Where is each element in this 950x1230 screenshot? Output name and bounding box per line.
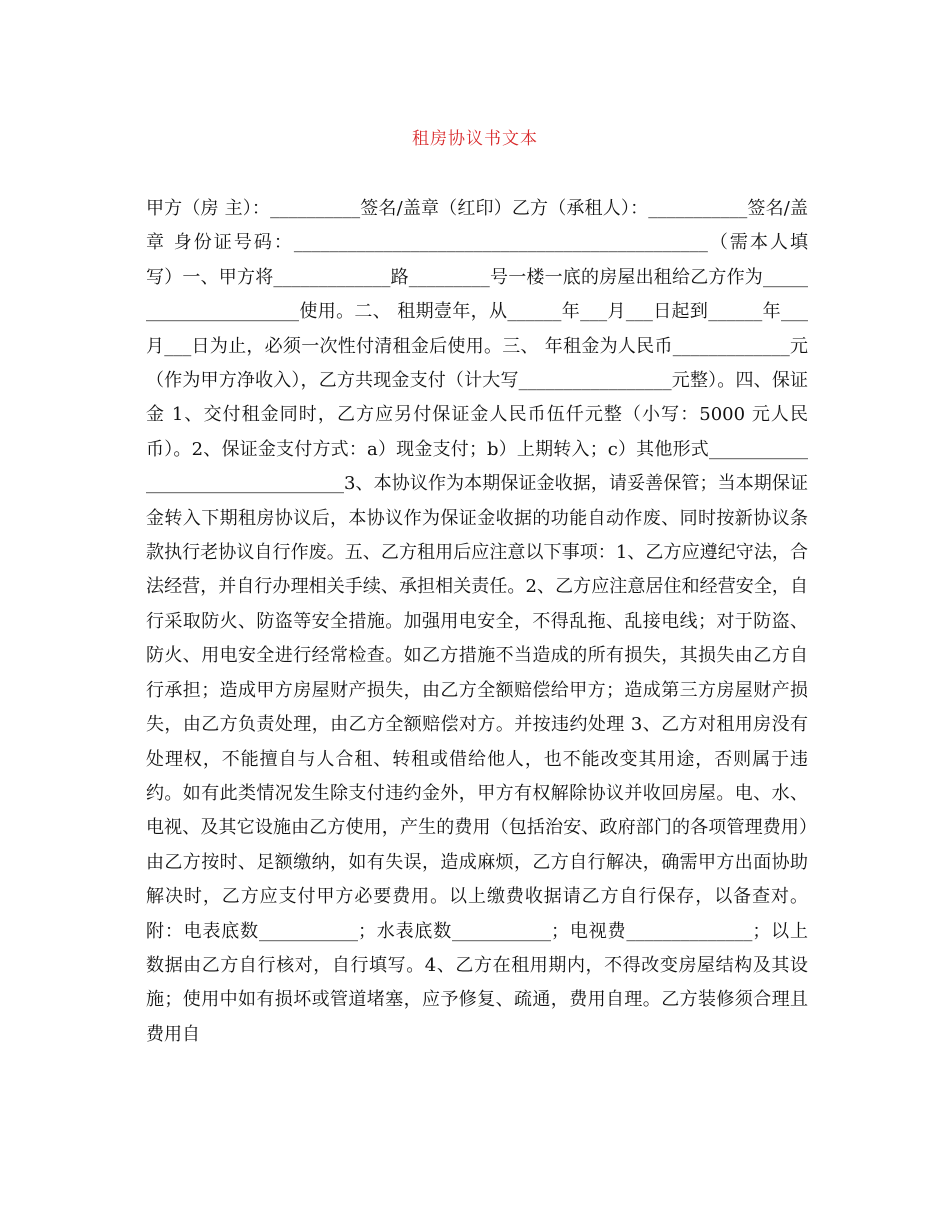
document-title: 租房协议书文本 <box>412 129 538 149</box>
document-body: 甲方（房 主）：__________签名/盖章（红印）乙方（承租人）：___________签名/盖章 身份证号码：______________________________________________（需本人填写）一、甲方将_____________路_________号一楼一底的房屋出租给乙方作为______________________使用。二、 租期壹年，从______年___月___日起到______年___月___日为止，必须一次性付清租金后使用。三、 年租金为人民币_____________元（作为甲方净收入），乙方共现金支付（计大写_________________元整）。四、保证金 1、交付租金同时，乙方应另付保证金人民币伍仟元整（小写：5000 元人民币）。2、保证金支付方式：a）现金支付；b）上期转入；c）其他形式_________________________________3、本协议作为本期保证金收据，请妥善保管；当本期保证金转入下期租房协议后，本协议作为保证金收据的功能自动作废、同时按新协议条款执行老协议自行作废。五、乙方租用后应注意以下事项：1、乙方应遵纪守法，合法经营，并自行办理相关手续、承担相关责任。2、乙方应注意居住和经营安全，自行采取防火、防盗等安全措施。加强用电安全，不得乱拖、乱接电线；对于防盗、防火、用电安全进行经常检查。如乙方措施不当造成的所有损失，其损失由乙方自行承担；造成甲方房屋财产损失，由乙方全额赔偿给甲方；造成第三方房屋财产损失，由乙方负责处理，由乙方全额赔偿对方。并按违约处理 3、乙方对租用房没有处理权，不能擅自与人合租、转租或借给他人，也不能改变其用途，否则属于违约。如有此类情况发生除支付违约金外，甲方有权解除协议并收回房屋。电、水、电视、及其它设施由乙方使用，产生的费用（包括治安、政府部门的各项管理费用）由乙方按时、足额缴纳，如有失误，造成麻烦，乙方自行解决，确需甲方出面协助解决时，乙方应支付甲方必要费用。以上缴费收据请乙方自行保存，以备查对。附：电表底数___________；水表底数___________；电视费______________；以上数据由乙方自行核对，自行填写。4、乙方在租用期内，不得改变房屋结构及其设施；使用中如有损坏或管道堵塞，应予修复、疏通，费用自理。乙方装修须合理且费用自 <box>146 198 808 1045</box>
